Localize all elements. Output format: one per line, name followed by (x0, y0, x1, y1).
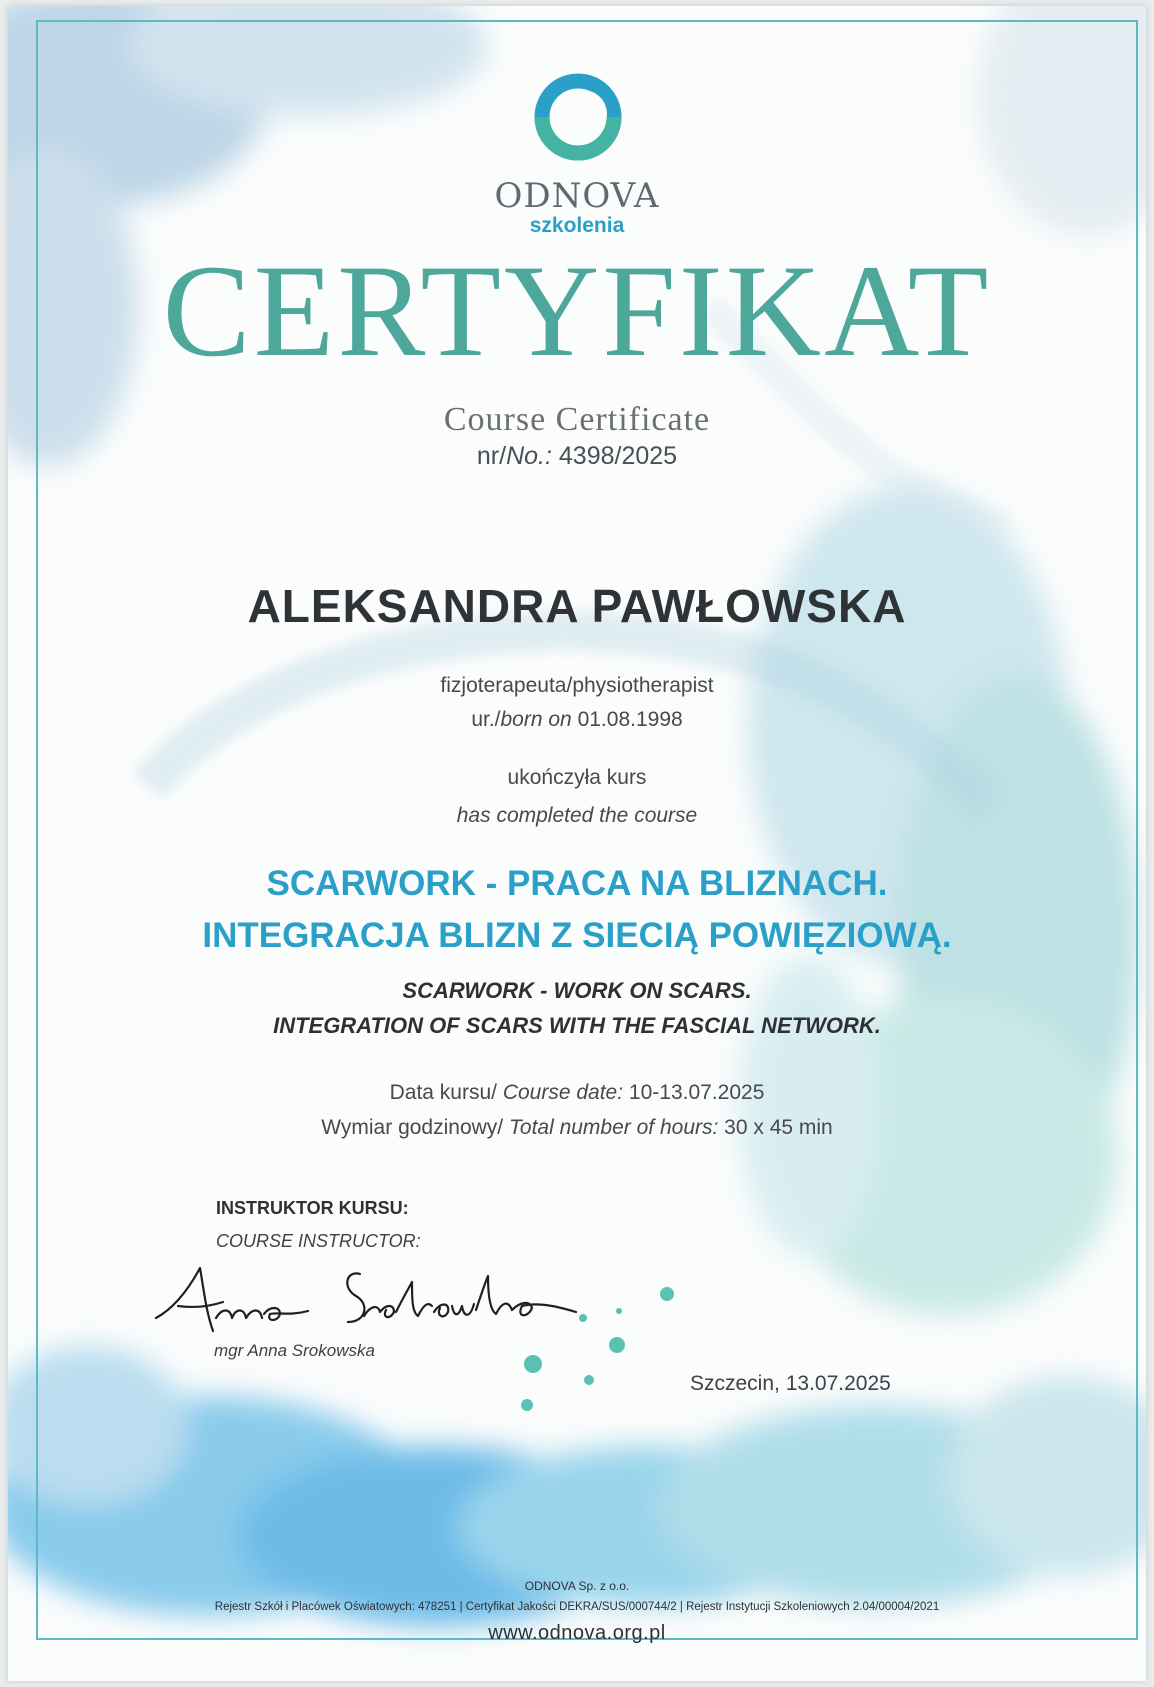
logo-subtitle: szkolenia (529, 214, 625, 237)
recipient-profession: fizjoterapeuta/physiotherapist (440, 674, 714, 697)
course-title-en-line2: INTEGRATION OF SCARS WITH THE FASCIAL NETWORK. (273, 1013, 881, 1038)
hours-value: 30 x 45 min (724, 1116, 833, 1139)
instructor-signature (8, 6, 1146, 1406)
certificate-page (8, 6, 1146, 1681)
footer-registry: Rejestr Szkół i Placówek Oświatowych: 478251 | Certyfikat Jakości DEKRA/SUS/000744/2 | Rejestr Instytucji Szkoleniowych 2.04/00004/2021 (214, 1601, 940, 1613)
instructor-label-en: COURSE INSTRUCTOR: (216, 1231, 421, 1251)
recipient-name: ALEKSANDRA PAWŁOWSKA (247, 580, 907, 632)
course-title-en-line1: SCARWORK - WORK ON SCARS. (402, 978, 752, 1003)
instructor-label: INSTRUKTOR KURSU: (216, 1198, 409, 1218)
born-date: 01.08.1998 (577, 708, 683, 731)
date-value: 10-13.07.2025 (628, 1081, 765, 1104)
footer-company: ODNOVA Sp. z o.o. (524, 1579, 630, 1593)
number-label: nr/ (476, 442, 507, 470)
instructor-name: mgr Anna Srokowska (214, 1341, 375, 1360)
page-title: CERTYFIKAT (162, 237, 992, 384)
born-label-en: born on (500, 708, 572, 731)
completion-en: has completed the course (456, 804, 698, 827)
logo-brand: ODNOVA (494, 176, 660, 216)
number-label-en: No.: (506, 442, 552, 470)
hours-label-en: Total number of hours: (508, 1116, 719, 1139)
course-title-pl-line1: SCARWORK - PRACA NA BLIZNACH. (266, 864, 888, 903)
course-title-pl-line2: INTEGRACJA BLIZN Z SIECIĄ POWIĘZIOWĄ. (202, 916, 952, 955)
date-label: Data kursu/ (389, 1081, 497, 1104)
footer-website: www.odnova.org.pl (488, 1622, 666, 1644)
completion-pl: ukończyła kurs (507, 766, 647, 789)
number-value: 4398/2025 (558, 442, 678, 470)
certificate-subtitle: Course Certificate (443, 401, 711, 438)
hours-label: Wymiar godzinowy/ (321, 1116, 504, 1139)
place-date: Szczecin, 13.07.2025 (690, 1372, 891, 1395)
date-label-en: Course date: (502, 1081, 624, 1104)
born-label: ur./ (471, 708, 501, 731)
